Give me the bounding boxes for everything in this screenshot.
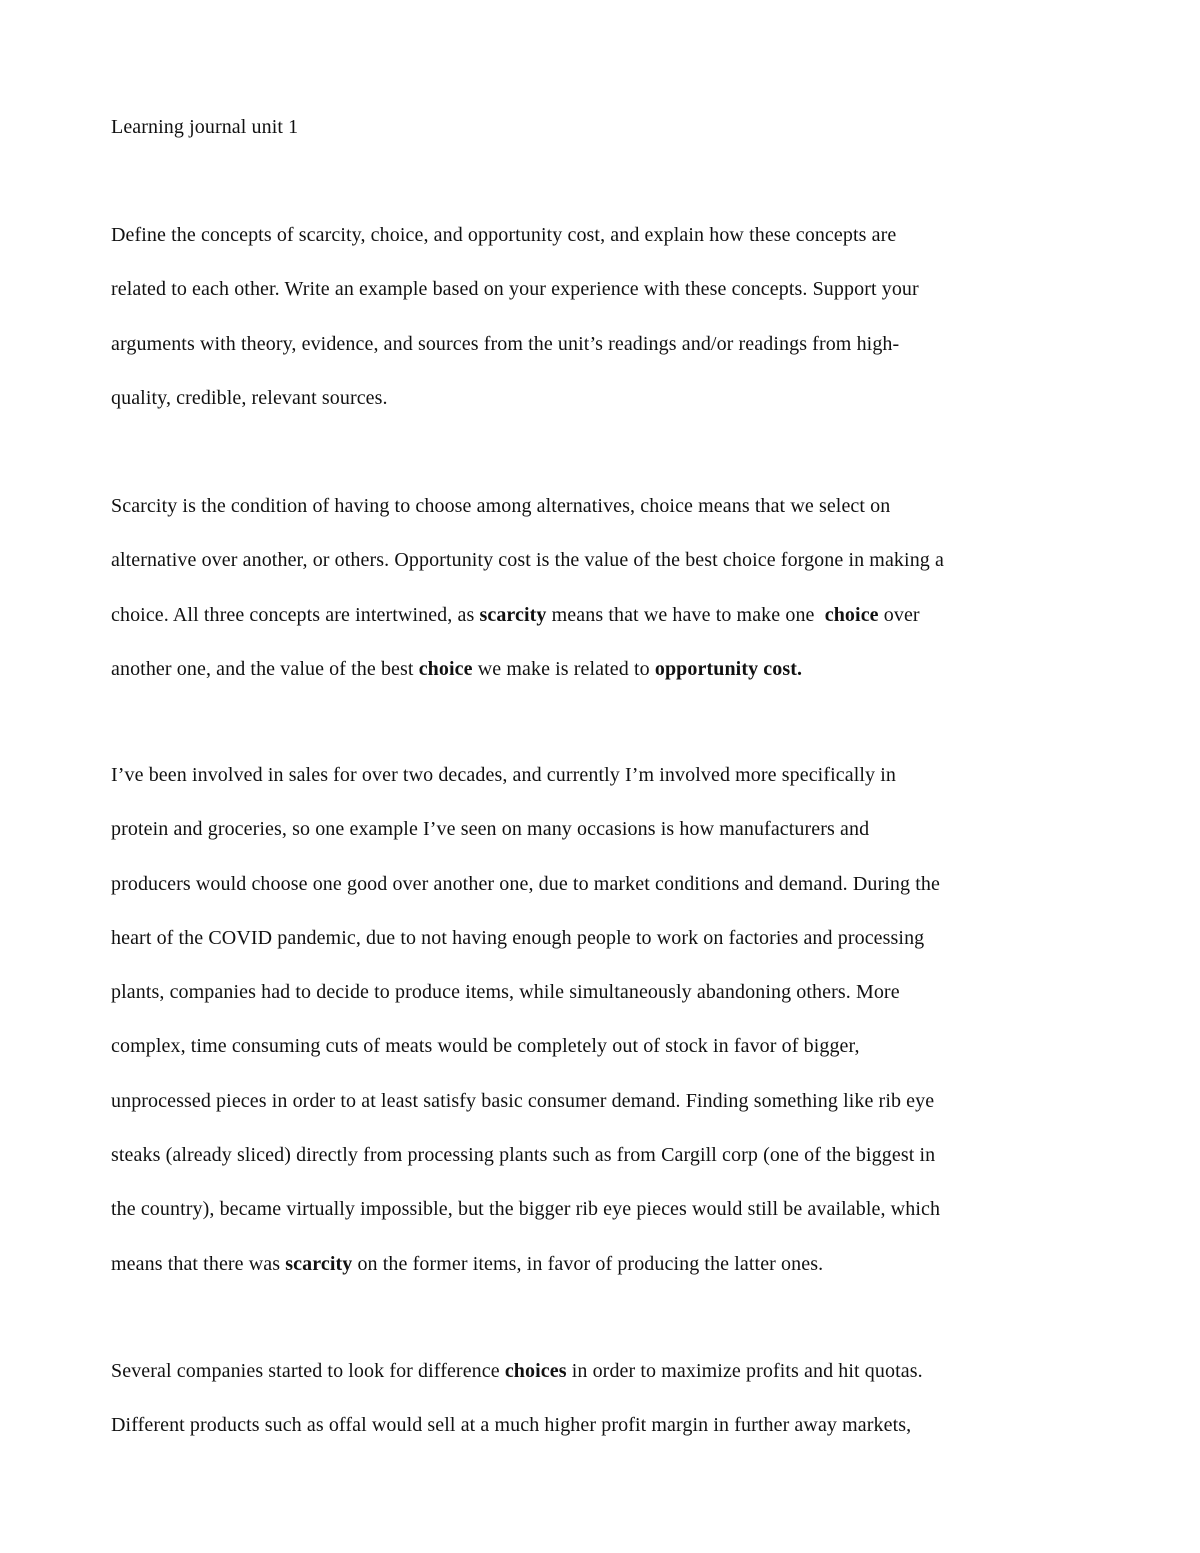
paragraph-line: Different products such as offal would sell at a much higher profit margin in further away markets, <box>111 1414 912 1437</box>
experience-paragraph <box>111 748 1091 1291</box>
text-run: in order to maximize profits and hit quotas. <box>566 1360 923 1382</box>
bold-term-opportunity-cost: opportunity cost. <box>654 657 803 680</box>
paragraph-line: protein and groceries, so one example I’ve seen on many occasions is how manufacturers and <box>111 818 870 841</box>
paragraph-line <box>111 1344 1091 1398</box>
paragraph-line: plants, companies had to decide to produce items, while simultaneously abandoning others. More <box>111 981 900 1004</box>
definitions-paragraph <box>111 479 1091 696</box>
text-run: we make is related to <box>472 657 655 680</box>
paragraph-line: Scarcity is the condition of having to choose among alternatives, choice means that we select on <box>111 495 891 517</box>
prompt-line: related to each other. Write an example based on your experience with these concepts. Support your <box>111 278 919 301</box>
paragraph-line: complex, time consuming cuts of meats would be completely out of stock in favor of bigger, <box>111 1035 860 1058</box>
bold-term-scarcity: scarcity <box>285 1252 353 1275</box>
prompt-line: Define the concepts of scarcity, choice, and opportunity cost, and explain how these concepts are <box>111 224 897 246</box>
bold-term-choice: choice <box>418 657 473 680</box>
choices-paragraph <box>111 1344 1091 1453</box>
paragraph-line: steaks (already sliced) directly from processing plants such as from Cargill corp (one of the biggest in <box>111 1144 936 1167</box>
paragraph-line <box>111 1237 1091 1291</box>
prompt-line: arguments with theory, evidence, and sources from the unit’s readings and/or readings from high- <box>111 332 900 355</box>
paragraph-line: unprocessed pieces in order to at least satisfy basic consumer demand. Finding something like rib eye <box>111 1089 935 1112</box>
paragraph-line: alternative over another, or others. Opportunity cost is the value of the best choice forgone in making a <box>111 549 944 572</box>
paragraph-line <box>111 588 1091 642</box>
bold-term-choice: choice <box>824 603 879 626</box>
paragraph-line: producers would choose one good over another one, due to market conditions and demand. During the <box>111 872 940 895</box>
document-title-block <box>111 100 1091 154</box>
text-run: means that we have to make one <box>546 603 825 626</box>
paragraph-line: heart of the COVID pandemic, due to not having enough people to work on factories and processing <box>111 926 925 949</box>
paragraph-line <box>111 642 1091 696</box>
prompt-paragraph <box>111 208 1091 425</box>
paragraph-line: the country), became virtually impossible, but the bigger rib eye pieces would still be available, which <box>111 1198 941 1221</box>
bold-term-scarcity: scarcity <box>479 603 547 626</box>
text-run: on the former items, in favor of producing the latter ones. <box>352 1252 824 1275</box>
text-run: choice. All three concepts are intertwined, as <box>111 603 480 626</box>
text-run: Several companies started to look for difference <box>111 1360 505 1382</box>
document-title: Learning journal unit 1 <box>111 116 299 138</box>
text-run: another one, and the value of the best <box>111 657 419 680</box>
prompt-line: quality, credible, relevant sources. <box>111 386 388 409</box>
paragraph-line: I’ve been involved in sales for over two decades, and currently I’m involved more specifically in <box>111 764 896 786</box>
text-run: means that there was <box>111 1252 286 1275</box>
bold-term-choices: choices <box>504 1360 567 1382</box>
text-run: over <box>878 603 920 626</box>
